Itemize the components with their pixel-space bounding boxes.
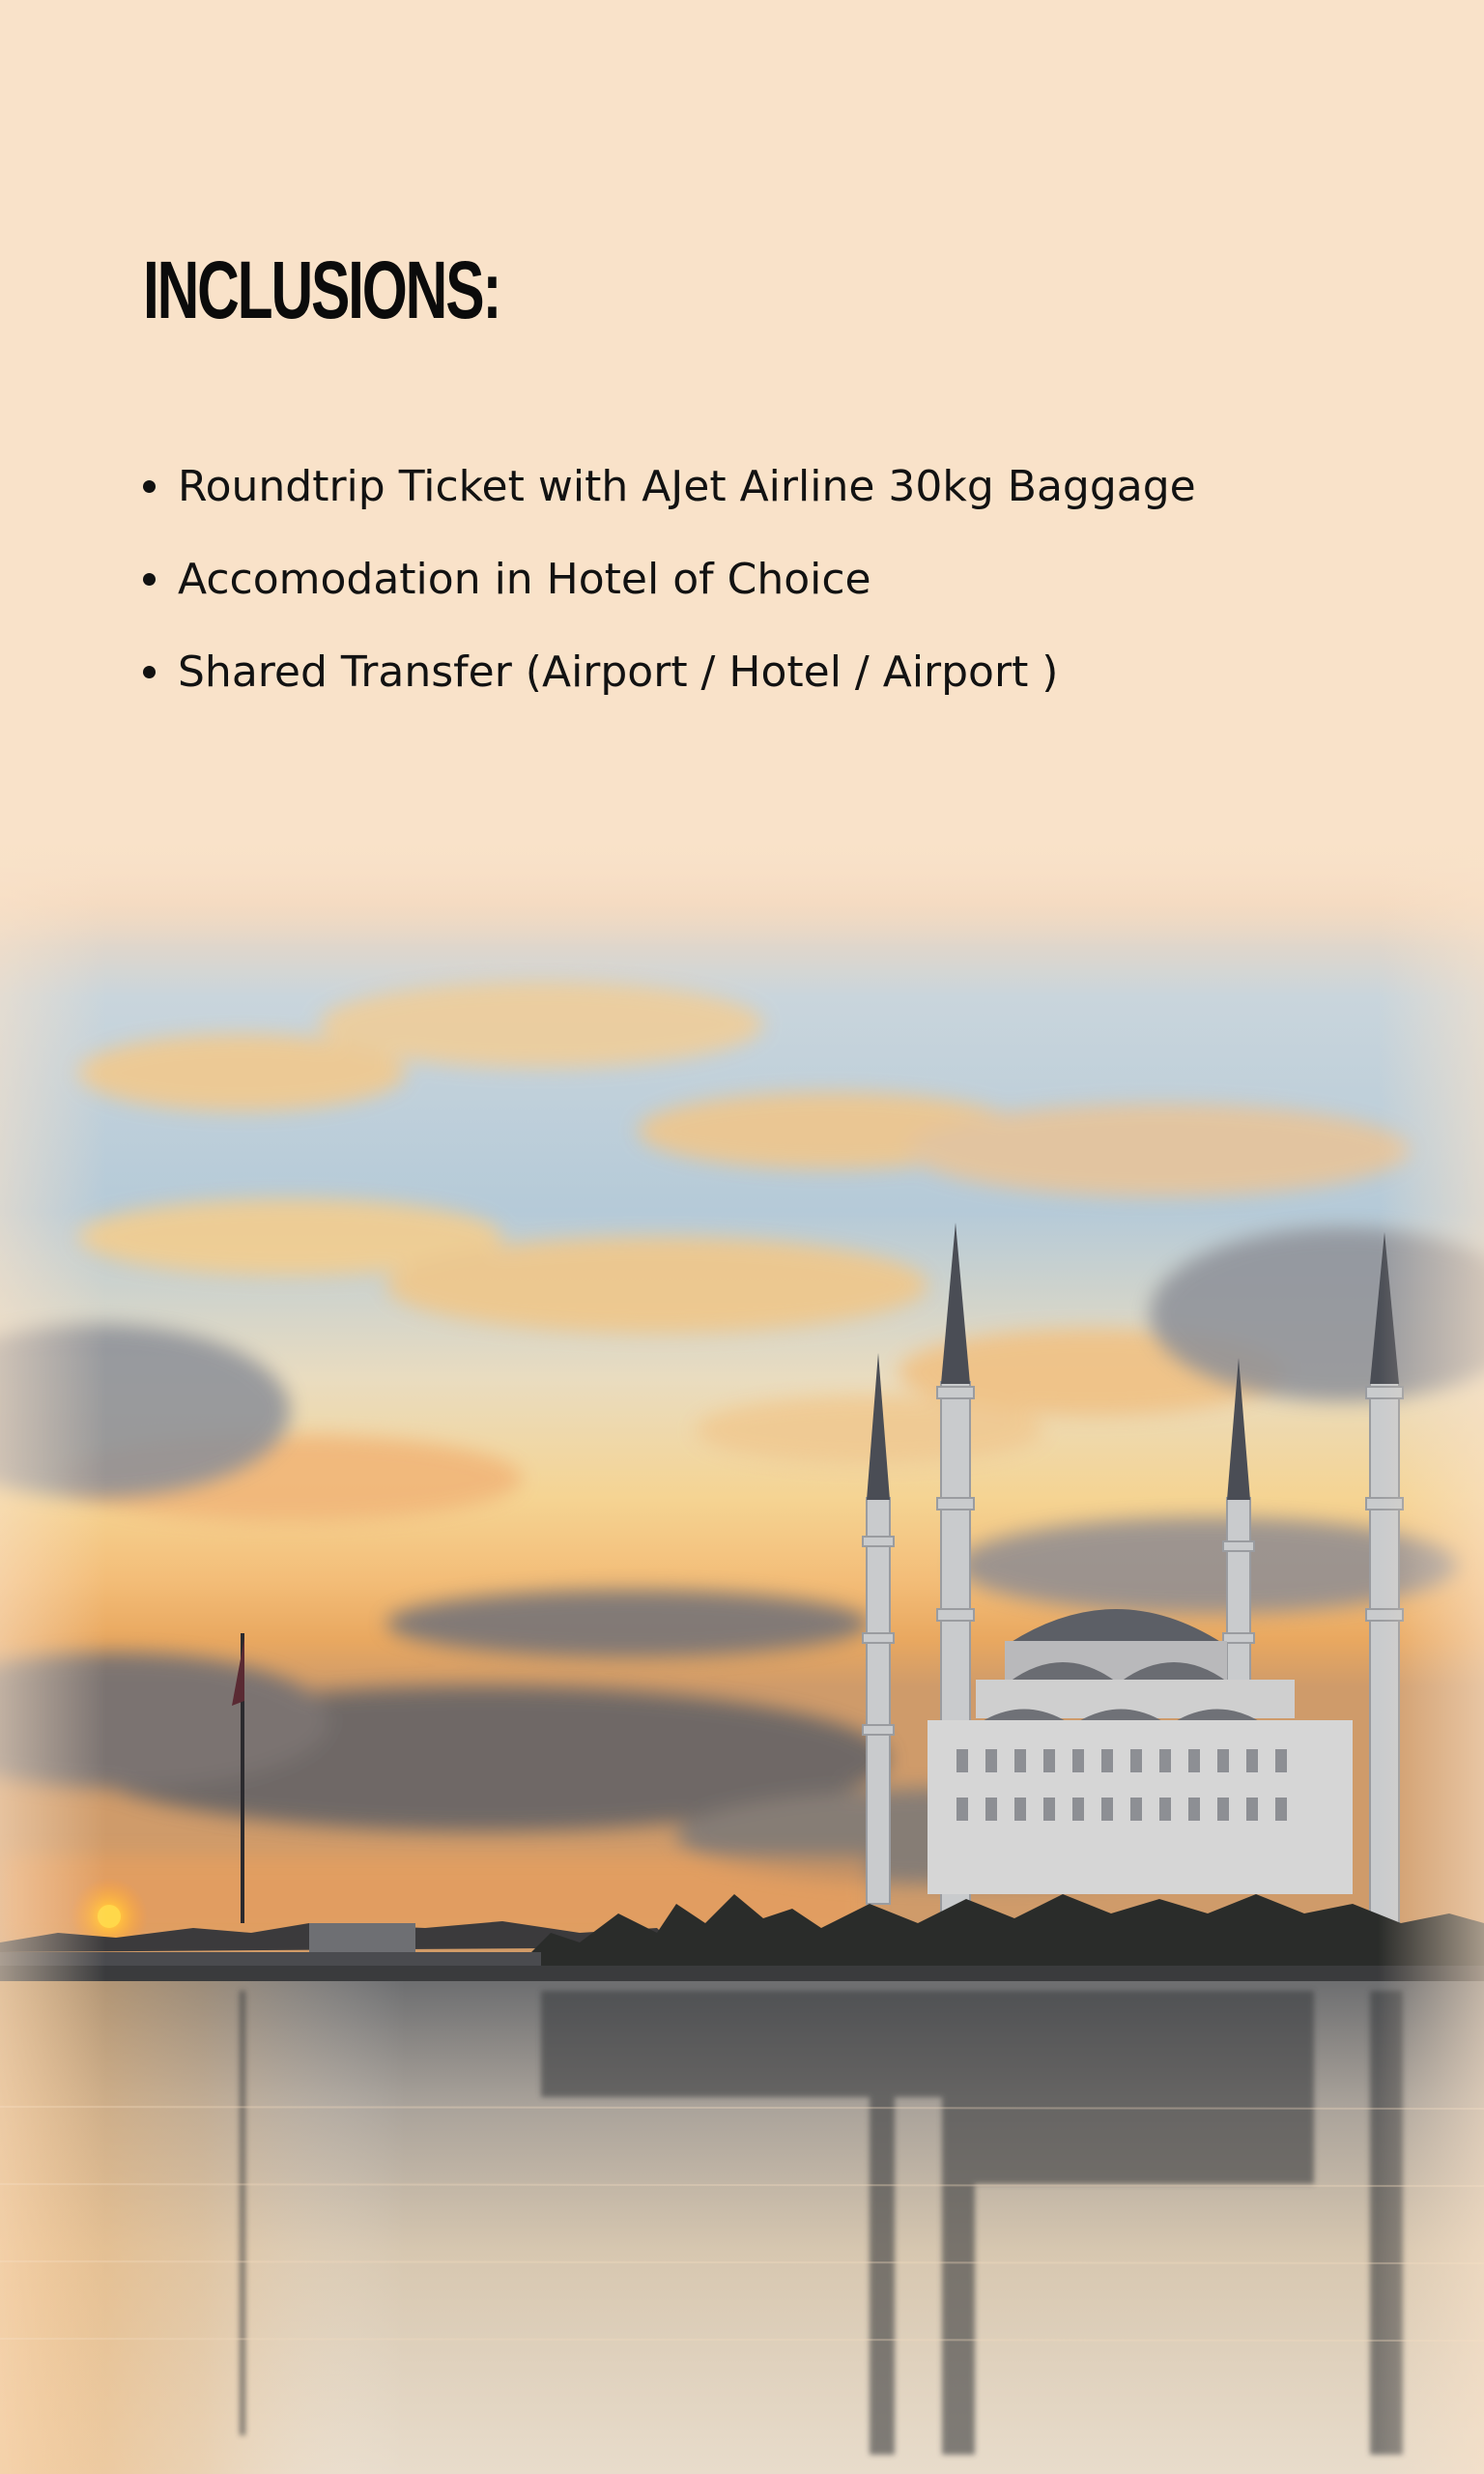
list-item xyxy=(143,532,1196,625)
inclusions-heading: INCLUSIONS: xyxy=(143,245,500,335)
mosque-sunset-photo xyxy=(0,831,1484,2474)
inclusions-list xyxy=(143,440,1196,718)
bullet-icon xyxy=(143,480,156,493)
list-item xyxy=(143,625,1196,718)
inclusion-text: Shared Transfer (Airport / Hotel / Airport ) xyxy=(178,647,1059,697)
bullet-icon xyxy=(143,573,156,586)
inclusion-text: Roundtrip Ticket with AJet Airline 30kg Baggage xyxy=(178,461,1196,511)
inclusion-text: Accomodation in Hotel of Choice xyxy=(178,554,871,604)
bullet-icon xyxy=(143,666,156,678)
list-item xyxy=(143,440,1196,532)
